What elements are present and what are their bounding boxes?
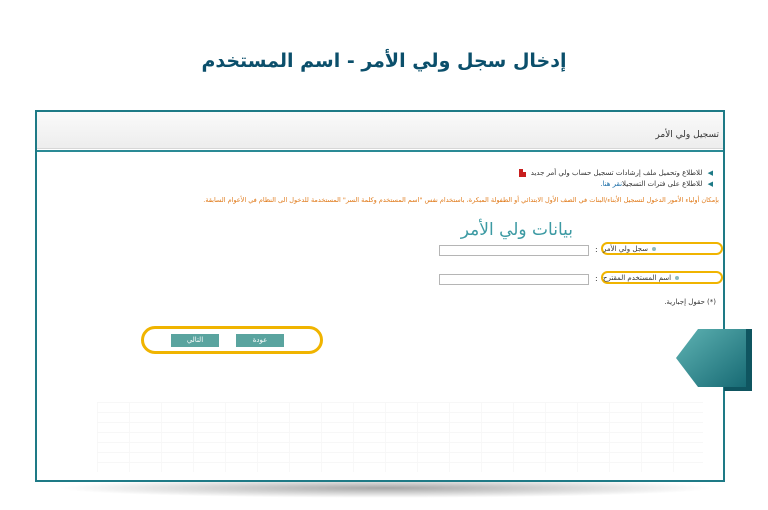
notice-text: بإمكان أولياء الأمور الدخول لتسجيل الأبناء/البنات في الصف الأول الابتدائي أو الطفولة المبكرة، باستخدام نفس "اسم المستخدم وكلمة السر" المستخدمة للدخول الى النظام في الأعوام السابقة. [203, 196, 719, 204]
section-heading: بيانات ولي الأمر [460, 220, 573, 240]
window-header [37, 112, 723, 149]
faded-background-table [97, 402, 703, 472]
field-label: سجل ولي الأمر [603, 244, 649, 253]
header-divider [37, 150, 723, 152]
page-title: إدخال سجل ولي الأمر - اسم المستخدم [201, 50, 567, 72]
triangle-left-bullet-icon: ◀ [707, 180, 713, 188]
guidelines-text: للاطلاع وتحميل ملف إرشادات تسجيل حساب ولي أمر جديد [530, 169, 703, 177]
bullet-dot-icon [652, 247, 656, 251]
guardian-record-label [601, 242, 723, 255]
required-fields-note: (*) حقول إجبارية. [664, 298, 716, 306]
next-button[interactable]: التالي [171, 334, 219, 347]
back-button[interactable]: عودة [236, 334, 284, 347]
registration-window [35, 110, 725, 482]
window-title: تسجيل ولي الأمر [655, 130, 719, 140]
suggested-username-input[interactable] [439, 274, 589, 285]
periods-text: للاطلاع على فترات التسجيل [622, 180, 703, 188]
info-line-guidelines [519, 169, 713, 177]
teal-arrow-callout-icon [670, 325, 752, 395]
field-label: اسم المستخدم المقترح [603, 273, 672, 282]
info-line-periods [600, 180, 713, 188]
colon: : [595, 274, 598, 283]
suggested-username-label [601, 271, 723, 284]
click-here-link[interactable]: انقر هنا. [600, 180, 623, 188]
colon: : [595, 245, 598, 254]
pdf-file-icon[interactable] [519, 169, 526, 177]
guardian-record-input[interactable] [439, 245, 589, 256]
bullet-dot-icon [675, 276, 679, 280]
buttons-highlight [141, 326, 323, 354]
triangle-left-bullet-icon: ◀ [707, 169, 713, 177]
